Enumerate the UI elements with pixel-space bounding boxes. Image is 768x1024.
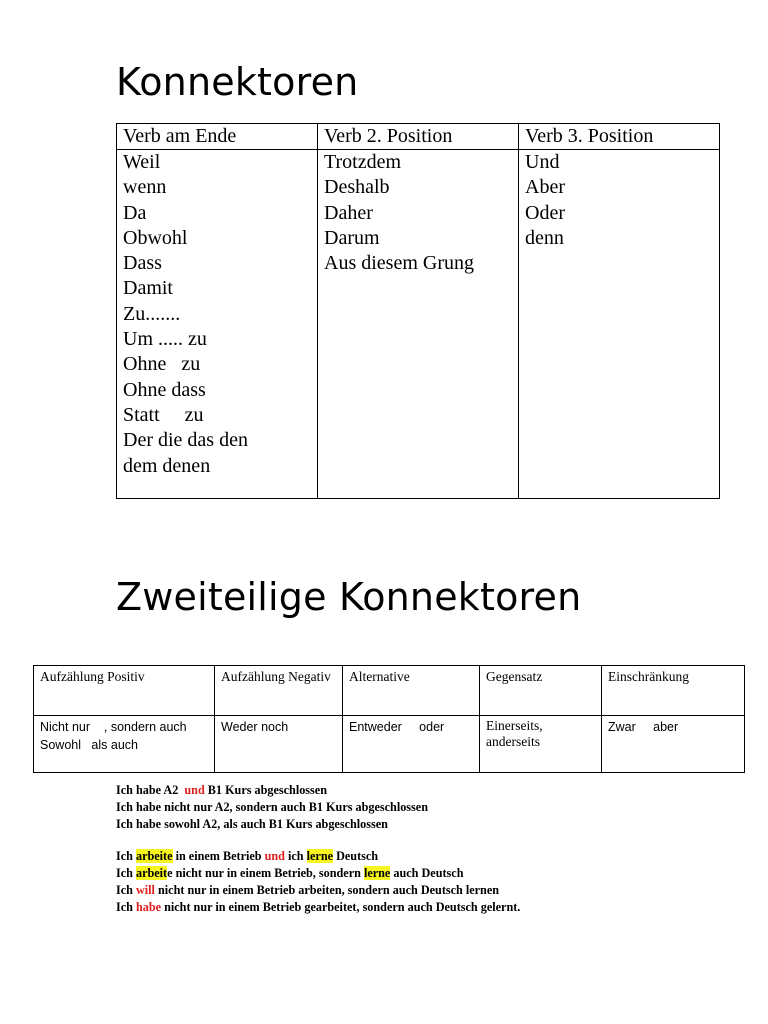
connector-word: Ohne dass [123,378,206,401]
cell-aufzaehlung-positiv [34,716,215,773]
connector-word: Dass [123,252,162,275]
table-row [34,716,745,773]
example-sentence [116,865,520,882]
red-keyword: und [184,783,205,797]
highlighted-verb: lerne [306,849,334,864]
page-title-zweiteilige-konnektoren: Zweiteilige Konnektoren [116,575,582,619]
sentence-text: Ich habe sowohl A2, als auch B1 Kurs abgeschlossen [116,816,388,831]
table-header-row [34,666,745,716]
example-group-1 [116,782,520,832]
sentence-text: Deutsch [333,849,379,864]
header-aufzaehlung-positiv: Aufzählung Positiv [34,666,215,716]
example-sentences [116,782,520,916]
connector-word: wenn [123,176,167,199]
example-sentence [116,848,520,865]
connector-word: denn [525,226,564,249]
connector-word: Aber [525,176,565,199]
table-header-row [117,124,720,150]
connector-word: Ohne zu [123,353,201,376]
sentence-text: Ich [116,899,136,914]
sentence-text: B1 Kurs abgeschlossen [204,783,327,797]
connector-word: Darum [324,226,380,249]
connector-word: Da [123,201,147,224]
connector-word: Trotzdem [324,151,402,173]
example-group-2 [116,848,520,915]
cell-line: Sowohl als auch [40,738,138,752]
cell-line: Entweder oder [349,720,445,734]
table-row [117,150,720,499]
zweiteilige-konnektoren-table [33,665,745,773]
red-keyword: habe [135,899,162,914]
connector-word: Oder [525,201,565,224]
header-aufzaehlung-negativ: Aufzählung Negativ [215,666,343,716]
red-keyword: und [264,849,285,864]
connector-word: Daher [324,201,373,224]
cell-line: Einerseits, [486,718,543,733]
connector-word: Damit [123,277,173,300]
cell-alternative [343,716,480,773]
sentence-text: nicht nur in einem Betrieb arbeiten, sondern auch Deutsch lernen [154,882,500,897]
konnektoren-table [116,123,720,499]
connector-word: Weil [123,151,161,173]
connector-word: Obwohl [123,226,188,249]
example-sentence [116,816,520,833]
sentence-text: auch Deutsch [390,866,464,881]
cell-einschraenkung [602,716,745,773]
header-alternative: Alternative [343,666,480,716]
cell-line: anderseits [486,734,540,749]
header-verb-2-position: Verb 2. Position [318,124,519,150]
example-sentence [116,799,520,816]
header-verb-3-position: Verb 3. Position [519,124,720,150]
connector-word: Statt zu [123,403,204,426]
highlighted-verb: arbeite [135,849,173,864]
example-sentence [116,899,520,916]
col-verb-2-position [318,150,519,499]
sentence-text: in einem Betrieb [172,849,265,864]
sentence-text: Ich habe nicht nur A2, sondern auch B1 Kurs abgeschlossen [116,799,428,814]
red-keyword: will [135,882,155,897]
connector-word: dem denen [123,454,211,477]
connector-word: Und [525,151,560,173]
col-verb-am-ende [117,150,318,499]
page-title-konnektoren: Konnektoren [116,60,359,104]
header-gegensatz: Gegensatz [480,666,602,716]
connector-word: Um ..... zu [123,328,207,351]
connector-word: Der die das den [123,429,248,452]
cell-line: Weder noch [221,720,289,734]
sentence-text: Ich habe A2 [116,783,185,797]
highlighted-verb: arbeit [135,866,168,881]
connector-word: Deshalb [324,176,390,199]
connector-word: Zu....... [123,302,181,325]
header-verb-am-ende: Verb am Ende [117,124,318,150]
sentence-text: e nicht nur in einem Betrieb, sondern [167,866,364,881]
cell-gegensatz [480,716,602,773]
sentence-text: Ich [116,882,136,897]
highlighted-verb: lerne [363,866,391,881]
example-sentence [116,782,520,799]
sentence-text: nicht nur in einem Betrieb gearbeitet, sondern auch Deutsch gelernt. [161,899,521,914]
cell-aufzaehlung-negativ [215,716,343,773]
spacer [116,832,520,848]
header-einschraenkung: Einschränkung [602,666,745,716]
sentence-text: Ich [116,849,136,864]
example-sentence [116,882,520,899]
sentence-text: Ich [116,866,136,881]
cell-line: Zwar aber [608,720,679,734]
connector-word: Aus diesem Grung [324,252,474,275]
col-verb-3-position [519,150,720,499]
cell-line: Nicht nur , sondern auch [40,720,187,734]
sentence-text: ich [284,849,307,864]
